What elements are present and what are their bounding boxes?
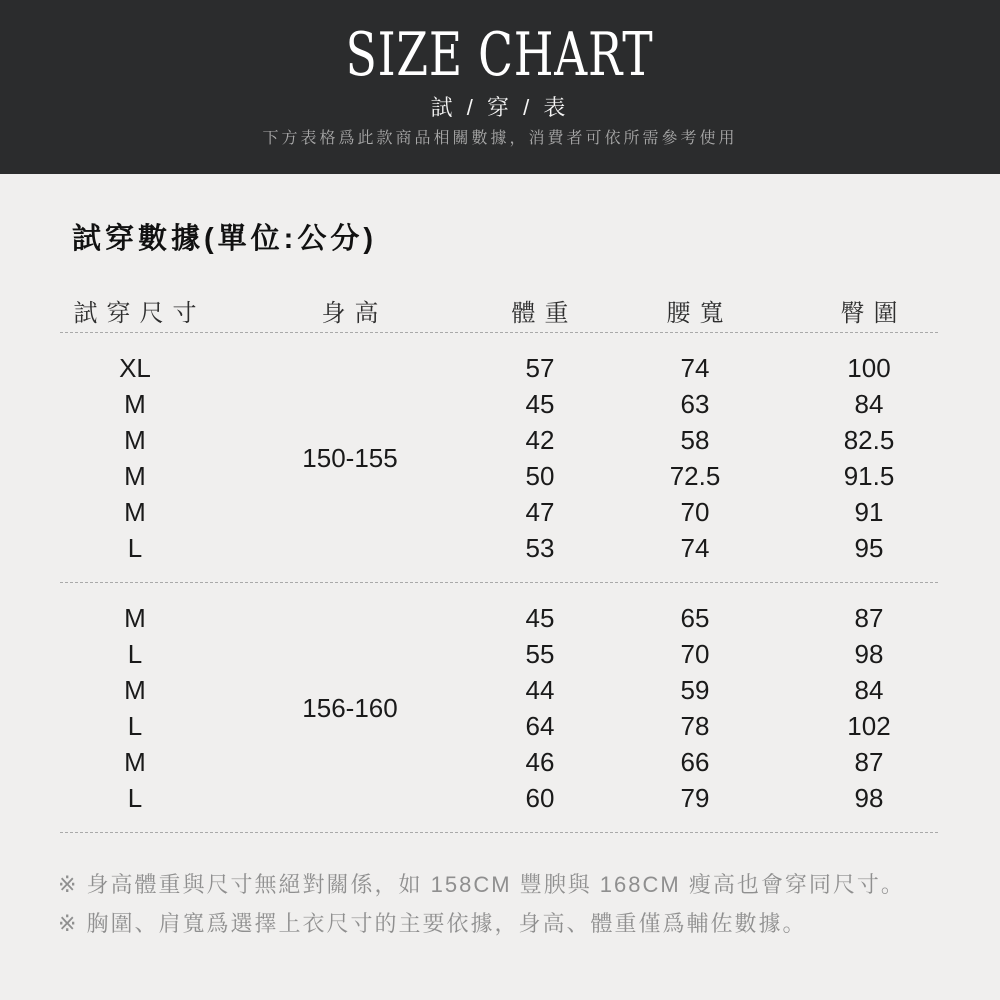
weight-cell: 45 <box>525 603 555 633</box>
size-cell: XL <box>119 353 151 383</box>
waist-column <box>590 600 800 816</box>
waist-cell: 58 <box>680 425 710 455</box>
weight-column <box>490 600 590 816</box>
hip-cell: 82.5 <box>843 425 895 455</box>
column-header-size: 試穿尺寸 <box>73 299 206 327</box>
column-header-height: 身高 <box>321 299 388 327</box>
size-cell: L <box>127 639 143 669</box>
weight-cell: 60 <box>525 783 555 813</box>
weight-cell: 46 <box>525 747 555 777</box>
size-cell: M <box>124 425 146 455</box>
hip-column <box>800 600 938 816</box>
size-cell: M <box>124 497 146 527</box>
column-header-weight: 體重 <box>511 299 578 327</box>
hip-cell: 98 <box>854 639 884 669</box>
footnotes <box>58 869 905 947</box>
size-column <box>60 350 210 566</box>
height-range-cell: 156-160 <box>302 693 398 723</box>
banner-title-wrap <box>0 20 1000 90</box>
waist-cell: 78 <box>680 711 710 741</box>
waist-cell: 70 <box>680 497 710 527</box>
size-chart-title: SIZE CHART <box>346 20 654 90</box>
size-chart-description: 下方表格爲此款商品相關數據，消費者可依所需參考使用 <box>262 130 738 147</box>
height-range-cell: 150-155 <box>302 443 398 473</box>
weight-column <box>490 350 590 566</box>
hip-cell: 95 <box>854 533 884 563</box>
waist-cell: 74 <box>680 533 710 563</box>
size-table <box>60 288 938 833</box>
size-column <box>60 600 210 816</box>
size-cell: M <box>124 389 146 419</box>
size-cell: M <box>124 461 146 491</box>
waist-cell: 74 <box>680 353 710 383</box>
hip-cell: 87 <box>854 603 884 633</box>
waist-cell: 79 <box>680 783 710 813</box>
weight-cell: 57 <box>525 353 555 383</box>
hip-cell: 102 <box>847 711 891 741</box>
size-cell: L <box>127 533 143 563</box>
waist-cell: 66 <box>680 747 710 777</box>
hip-cell: 87 <box>854 747 884 777</box>
column-header-hip: 臀圍 <box>840 299 907 327</box>
waist-cell: 59 <box>680 675 710 705</box>
weight-cell: 42 <box>525 425 555 455</box>
table-header-row <box>60 288 938 333</box>
column-header-waist: 腰寬 <box>666 299 733 327</box>
table-group-156-160 <box>60 583 938 833</box>
weight-cell: 53 <box>525 533 555 563</box>
hip-cell: 84 <box>854 389 884 419</box>
weight-cell: 44 <box>525 675 555 705</box>
note-line: ※ 身高體重與尺寸無絕對關係，如 158CM 豐腴與 168CM 瘦高也會穿同尺寸。 <box>58 872 905 897</box>
size-cell: L <box>127 783 143 813</box>
waist-cell: 63 <box>680 389 710 419</box>
waist-column <box>590 350 800 566</box>
size-cell: M <box>124 747 146 777</box>
size-chart-banner <box>0 0 1000 174</box>
size-cell: L <box>127 711 143 741</box>
hip-cell: 84 <box>854 675 884 705</box>
waist-cell: 70 <box>680 639 710 669</box>
size-cell: M <box>124 675 146 705</box>
weight-cell: 55 <box>525 639 555 669</box>
height-column <box>210 350 490 566</box>
waist-cell: 72.5 <box>669 461 721 491</box>
hip-cell: 98 <box>854 783 884 813</box>
size-chart-subtitle: 試 / 穿 / 表 <box>430 95 570 120</box>
weight-cell: 64 <box>525 711 555 741</box>
weight-cell: 45 <box>525 389 555 419</box>
hip-cell: 100 <box>847 353 891 383</box>
table-group-150-155 <box>60 333 938 583</box>
height-column <box>210 600 490 816</box>
hip-cell: 91.5 <box>843 461 895 491</box>
weight-cell: 50 <box>525 461 555 491</box>
waist-cell: 65 <box>680 603 710 633</box>
size-cell: M <box>124 603 146 633</box>
note-line: ※ 胸圍、肩寬爲選擇上衣尺寸的主要依據，身高、體重僅爲輔佐數據。 <box>58 911 807 936</box>
hip-cell: 91 <box>854 497 884 527</box>
weight-cell: 47 <box>525 497 555 527</box>
hip-column <box>800 350 938 566</box>
section-heading: 試穿數據(單位:公分) <box>72 223 377 255</box>
